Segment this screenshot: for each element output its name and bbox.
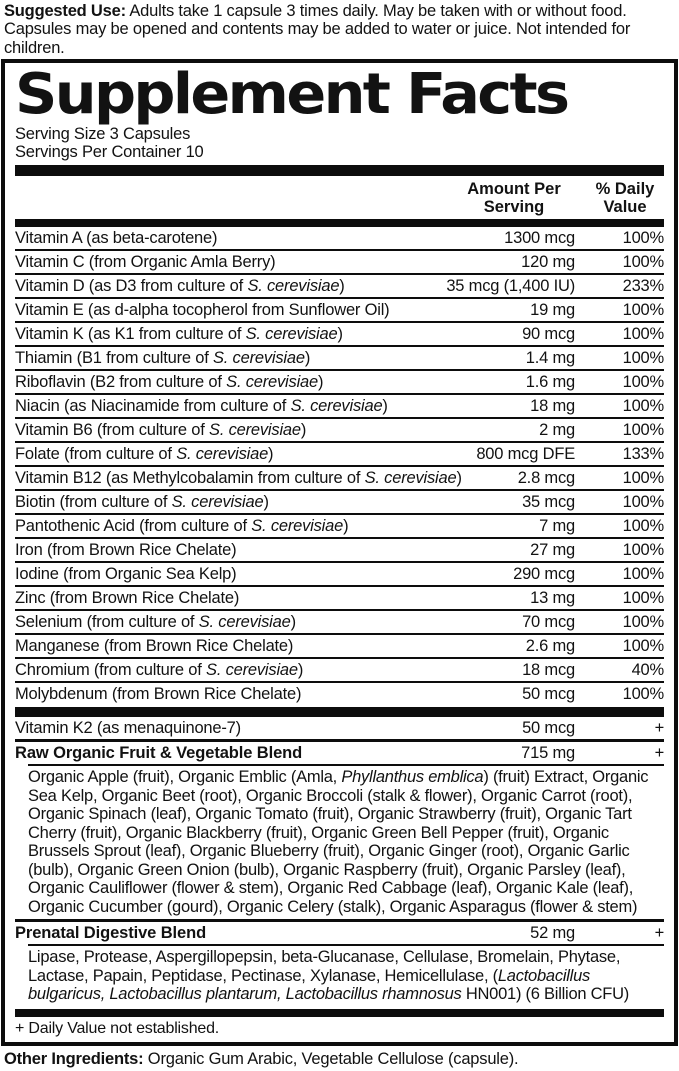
table-row: [15, 489, 664, 513]
daily-value: +: [654, 743, 664, 762]
table-row: [15, 657, 664, 681]
table-row: [15, 513, 664, 537]
table-row: [15, 249, 664, 273]
daily-value: +: [654, 923, 664, 942]
suggested-use-text: Adults take 1 capsule 3 times daily. May be taken with or without food. Capsules may be opened and contents may be added to water or juice. Not intended for children.: [4, 2, 631, 57]
daily-value: 100%: [622, 372, 664, 391]
nutrient-name: Iron (from Brown Rice Chelate): [15, 540, 237, 559]
divider-bar-top: [15, 165, 664, 176]
table-row: [15, 633, 664, 657]
daily-value: 100%: [622, 516, 664, 535]
table-row: [15, 585, 664, 609]
daily-value: 100%: [622, 564, 664, 583]
amount-per-serving-value: 1300 mcg: [504, 228, 575, 247]
amount-per-serving-value: 70 mcg: [522, 612, 575, 631]
nutrient-name: Vitamin K (as K1 from culture of S. cerevisiae): [15, 324, 343, 343]
divider-bar-bottom: [15, 1009, 664, 1017]
amount-per-serving-value: 2.8 mcg: [517, 468, 575, 487]
nutrient-name: Vitamin E (as d-alpha tocopherol from Sunflower Oil): [15, 300, 390, 319]
table-row: [15, 393, 664, 417]
table-row: [15, 919, 664, 944]
blend-ingredients: Organic Apple (fruit), Organic Emblic (Amla, Phyllanthus emblica) (fruit) Extract, Organic Sea Kelp, Organic Beet (root), Organic Broccoli (stalk & flower), Organic Carrot (root), Organic Spinach (leaf), Organic Tomato (fruit), Organic Strawberry (fruit), Organic Tart Cherry (fruit), Organic Blackberry (fruit), Organic Green Bell Pepper (fruit), Organic Brussels Sprout (leaf), Organic Blueberry (fruit), Organic Ginger (root), Organic Garlic (bulb), Organic Green Onion (bulb), Organic Raspberry (fruit), Organic Parsley (leaf), Organic Cauliflower (flower & stem), Organic Red Cabbage (leaf), Organic Kale (leaf), Organic Cucumber (gourd), Organic Celery (stalk), Organic Asparagus (flower & stem): [28, 764, 664, 919]
table-row: [15, 681, 664, 705]
other-ingredients-label: Other Ingredients:: [4, 1049, 144, 1068]
daily-value: 100%: [622, 684, 664, 703]
nutrient-name: Vitamin B12 (as Methylcobalamin from culture of S. cerevisiae): [15, 468, 462, 487]
nutrient-name: Vitamin B6 (from culture of S. cerevisiae): [15, 420, 307, 439]
nutrient-name: Manganese (from Brown Rice Chelate): [15, 636, 294, 655]
table-row: [15, 609, 664, 633]
daily-value: 100%: [622, 636, 664, 655]
daily-value: 100%: [622, 324, 664, 343]
amount-per-serving-value: 715 mg: [521, 743, 575, 762]
supplement-facts-panel: [1, 59, 678, 1046]
nutrient-name: Selenium (from culture of S. cerevisiae): [15, 612, 296, 631]
table-row: [15, 321, 664, 345]
amount-per-serving-value: 52 mg: [530, 923, 575, 942]
amount-per-serving-value: 19 mg: [530, 300, 575, 319]
daily-value: 100%: [622, 612, 664, 631]
nutrient-name: Riboflavin (B2 from culture of S. cerevisiae): [15, 372, 324, 391]
table-row: [15, 465, 664, 489]
amount-per-serving-value: 35 mcg (1,400 IU): [446, 276, 575, 295]
daily-value: 233%: [622, 276, 664, 295]
blend-ingredients: Lipase, Protease, Aspergillopepsin, beta-Glucanase, Cellulase, Bromelain, Phytase, Lactase, Papain, Peptidase, Pectinase, Xylanase, Hemicellulase, (Lactobacillus bulgaricus, Lactobacillus plantarum, Lactobacillus rhamnosus HN001) (6 Billion CFU): [28, 944, 664, 1007]
amount-per-serving-value: 35 mcg: [522, 492, 575, 511]
amount-per-serving-value: 1.6 mg: [525, 372, 575, 391]
daily-value: 100%: [622, 252, 664, 271]
amount-per-serving-value: 7 mg: [539, 516, 575, 535]
amount-per-serving-value: 800 mcg DFE: [476, 444, 575, 463]
other-ingredients-text: Organic Gum Arabic, Vegetable Cellulose (capsule).: [143, 1049, 519, 1068]
nutrient-name: Niacin (as Niacinamide from culture of S. cerevisiae): [15, 396, 388, 415]
amount-per-serving-value: 18 mg: [530, 396, 575, 415]
nutrient-name: Chromium (from culture of S. cerevisiae): [15, 660, 304, 679]
nutrient-name: Vitamin D (as D3 from culture of S. cerevisiae): [15, 276, 345, 295]
amount-per-serving-value: 120 mg: [521, 252, 575, 271]
amount-per-serving-value: 90 mcg: [522, 324, 575, 343]
nutrient-name: Biotin (from culture of S. cerevisiae): [15, 492, 269, 511]
table-row: [15, 273, 664, 297]
table-row: [15, 369, 664, 393]
table-row: [15, 227, 664, 249]
daily-value: 40%: [631, 660, 664, 679]
nutrient-name: Vitamin A (as beta-carotene): [15, 228, 218, 247]
table-row: [15, 345, 664, 369]
nutrient-name: Folate (from culture of S. cerevisiae): [15, 444, 274, 463]
daily-value: 100%: [622, 588, 664, 607]
amount-per-serving-value: 2 mg: [539, 420, 575, 439]
header-gap: [570, 180, 586, 216]
nutrient-table: [15, 227, 664, 705]
table-row: [15, 417, 664, 441]
blend-table: [15, 717, 664, 1007]
nutrient-name: Vitamin K2 (as menaquinone-7): [15, 718, 241, 737]
nutrient-name: Molybdenum (from Brown Rice Chelate): [15, 684, 302, 703]
daily-value: 100%: [622, 300, 664, 319]
serving-size: Serving Size 3 Capsules: [15, 125, 191, 144]
suggested-use-note: [0, 0, 679, 59]
daily-value: 100%: [622, 228, 664, 247]
table-row: [15, 717, 664, 739]
nutrient-name: Thiamin (B1 from culture of S. cerevisiae): [15, 348, 311, 367]
daily-value: 100%: [622, 468, 664, 487]
daily-value-header: % Daily Value: [595, 180, 655, 217]
nutrient-name: Vitamin C (from Organic Amla Berry): [15, 252, 276, 271]
amount-per-serving-value: 50 mcg: [522, 684, 575, 703]
daily-value: 100%: [622, 396, 664, 415]
amount-per-serving-value: 13 mg: [530, 588, 575, 607]
table-row: [15, 739, 664, 764]
header-spacer: [15, 180, 458, 216]
daily-value-footnote: + Daily Value not established.: [15, 1019, 220, 1037]
amount-per-serving-value: 2.6 mg: [525, 636, 575, 655]
amount-per-serving-value: 290 mcg: [513, 564, 575, 583]
amount-per-serving-value: 1.4 mg: [525, 348, 575, 367]
amount-per-serving-value: 18 mcg: [522, 660, 575, 679]
table-row: [15, 561, 664, 585]
daily-value: 133%: [622, 444, 664, 463]
table-header: [15, 176, 664, 217]
daily-value: 100%: [622, 420, 664, 439]
servings-per-container: Servings Per Container 10: [15, 143, 204, 162]
daily-value: 100%: [622, 492, 664, 511]
panel-title: Supplement Facts: [15, 62, 568, 128]
table-row: [15, 537, 664, 561]
divider-bar-header: [15, 219, 664, 227]
other-ingredients: [0, 1046, 679, 1071]
table-row: [15, 297, 664, 321]
nutrient-name: Iodine (from Organic Sea Kelp): [15, 564, 237, 583]
daily-value: 100%: [622, 540, 664, 559]
table-row: [15, 441, 664, 465]
suggested-use-label: Suggested Use:: [4, 2, 126, 20]
daily-value: +: [654, 718, 664, 737]
nutrient-name: Prenatal Digestive Blend: [15, 923, 207, 942]
nutrient-name: Pantothenic Acid (from culture of S. cerevisiae): [15, 516, 349, 535]
amount-per-serving-header: Amount Per Serving: [467, 180, 561, 217]
daily-value: 100%: [622, 348, 664, 367]
amount-per-serving-value: 27 mg: [530, 540, 575, 559]
nutrient-name: Raw Organic Fruit & Vegetable Blend: [15, 743, 303, 762]
nutrient-name: Zinc (from Brown Rice Chelate): [15, 588, 240, 607]
divider-bar-middle: [15, 707, 664, 717]
amount-per-serving-value: 50 mcg: [522, 718, 575, 737]
